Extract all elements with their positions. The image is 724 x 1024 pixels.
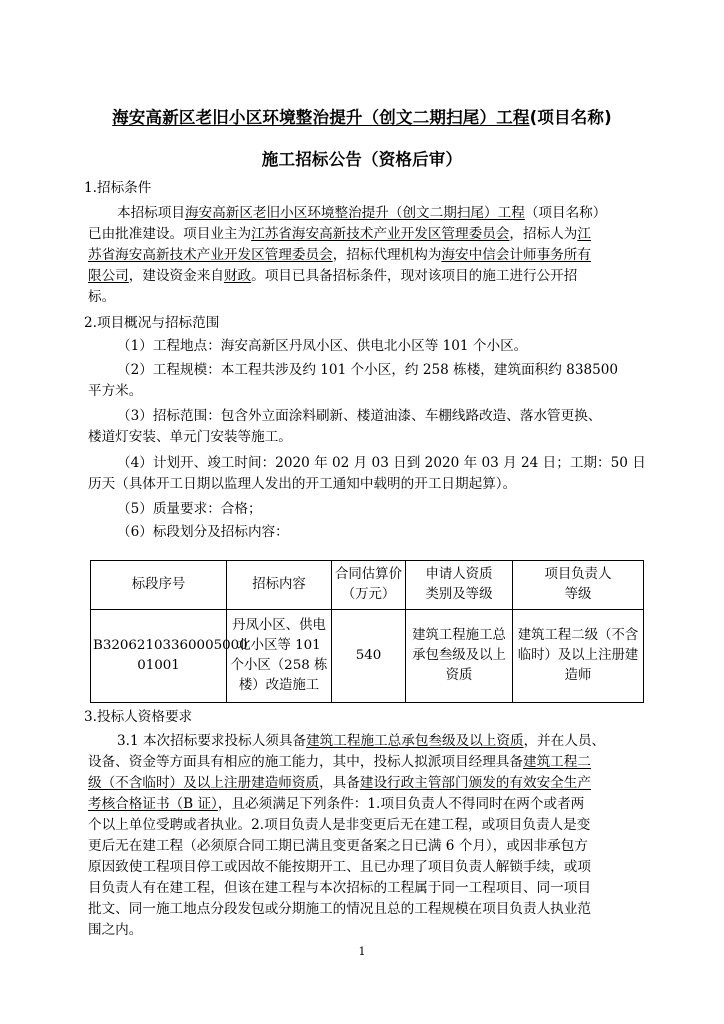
- cell-segment: [91, 610, 248, 703]
- text-run: ，招标代理机构为: [332, 247, 442, 263]
- bid-table: [90, 560, 644, 703]
- cell-content: 丹凤小区、供电北小区等 101 个小区（258 栋楼）改造施工: [227, 610, 332, 703]
- header-project-manager: [513, 561, 644, 610]
- cell-qualification: 建筑工程施工总承包叁级及以上资质: [406, 610, 513, 703]
- header-price: [332, 561, 406, 610]
- text-run: 3.1 本次招标要求投标人须具备: [117, 733, 307, 749]
- section3-line: 围之内。: [88, 922, 143, 938]
- pm-qualification-cont: 级（不含临时）及以上注册建造师资质: [88, 775, 320, 791]
- section2-item: （3）招标范围：包含外立面涂料刷新、楼道油漆、车棚线路改造、落水管更换、: [117, 408, 602, 424]
- section3-line: 目负责人有在建工程，但该在建工程与本次招标的工程属于同一工程项目、同一项目: [88, 880, 591, 896]
- safety-certificate-cont: 考核合格证书（B 证）: [88, 796, 218, 812]
- header-price-line2: （万元）: [341, 587, 396, 602]
- project-name-suffix: (项目名称): [529, 108, 612, 127]
- table-row: [91, 610, 644, 703]
- section1-line: [88, 224, 591, 245]
- cell-price: 540: [332, 610, 406, 703]
- section3-line: [88, 794, 584, 815]
- fund-source: 财政: [223, 268, 252, 284]
- text-run: ，且必须满足下列条件：1.项目负责人不得同时在两个或者两: [217, 796, 585, 812]
- section2-item: （2）工程规模：本工程共涉及约 101 个小区，约 258 栋楼，建筑面积约 838500: [117, 362, 619, 378]
- section1-line: [88, 245, 591, 266]
- document-subtitle: 施工招标公告（资格后审）: [261, 150, 463, 169]
- page-number: 1: [358, 945, 366, 958]
- project-owner: 江苏省海安高新技术产业开发区管理委员会: [251, 226, 510, 242]
- section2-item: （6）标段划分及招标内容：: [117, 524, 289, 540]
- section2-item: （1）工程地点：海安高新区丹凤小区、供电北小区等 101 个小区。: [117, 338, 528, 354]
- header-qual-line2: 类别及等级: [425, 587, 493, 602]
- section3-heading: 3.投标人资格要求: [84, 709, 193, 725]
- section1-line: [117, 203, 606, 224]
- text-run: ，建设资金来自: [128, 268, 224, 284]
- agency: 海安中信会计师事务所有: [441, 247, 591, 263]
- safety-certificate: 建设行政主管部门颁发的有效安全生产: [359, 775, 591, 791]
- text-run: ，招标人为: [509, 226, 578, 242]
- section2-item: （5）质量要求：合格；: [117, 501, 262, 517]
- header-content: 招标内容: [227, 561, 332, 610]
- section1-heading: 1.招标条件: [84, 180, 152, 196]
- document-title: [60, 104, 664, 128]
- header-qual-line1: 申请人资质: [425, 567, 493, 582]
- text-run: ，并在人员、: [523, 733, 606, 749]
- header-price-line1: 合同估算价: [335, 567, 402, 582]
- tenderer: 苏省海安高新技术产业开发区管理委员会: [88, 247, 333, 263]
- project-name-title: 海安高新区老旧小区环境整治提升（创文二期扫尾）工程: [112, 108, 530, 127]
- section1-line: [88, 266, 577, 287]
- text-run: ，具备: [319, 775, 360, 791]
- agency-end: 限公司: [88, 268, 129, 284]
- required-qualification: 建筑工程施工总承包叁级及以上资质: [306, 733, 524, 749]
- section3-line: 个以上单位受聘或者执业。2.项目负责人是非变更后无在建工程，或项目负责人是变: [88, 817, 591, 833]
- cell-project-manager: 建筑工程二级（不含临时）及以上注册建造师: [513, 610, 644, 703]
- section1-line: 标。: [88, 289, 116, 305]
- section3-line: [88, 752, 591, 773]
- pm-qualification: 建筑工程二: [523, 754, 591, 770]
- section2-item: 平方米。: [88, 383, 143, 399]
- header-qualification: [406, 561, 513, 610]
- section3-line: 批文、同一施工地点分段发包或分期施工的情况且总的工程规模在项目负责人执业范: [88, 901, 591, 917]
- section3-line: 更后无在建工程（必须原合同工期已满且变更备案之日已满 6 个月），或因非承包方: [88, 838, 588, 854]
- section2-heading: 2.项目概况与招标范围: [84, 315, 220, 331]
- header-pm-line2: 等级: [564, 587, 592, 602]
- section2-item: （4）计划开、竣工时间：2020 年 02 月 03 日到 2020 年 03 月 24 日；工期：50 日: [117, 455, 646, 471]
- project-name-link: 海安高新区老旧小区环境整治提升（创文二期扫尾）工程: [184, 205, 525, 221]
- header-pm-line1: 项目负责人: [544, 567, 612, 582]
- tenderer-start: 江: [577, 226, 591, 242]
- section3-line: [88, 773, 591, 794]
- text-run: （项目名称）: [524, 205, 607, 221]
- segment-line1: B32062103360005000: [93, 638, 248, 653]
- text-run: 本招标项目: [117, 205, 185, 221]
- text-run: 已由批准建设。项目业主为: [88, 226, 252, 242]
- text-run: 设备、资金等方面具有相应的施工能力，其中，投标人拟派项目经理具备: [88, 754, 523, 770]
- header-segment: 标段序号: [91, 561, 227, 610]
- table-header-row: [91, 561, 644, 610]
- section3-line: 原因致使工程项目停工或因故不能按期开工、且已办理了项目负责人解锁手续，或项: [88, 859, 591, 875]
- text-run: 。项目已具备招标条件，现对该项目的施工进行公开招: [251, 268, 578, 284]
- section3-line: [117, 731, 605, 752]
- section2-item: 历天（具体开工日期以监理人发出的开工通知中载明的开工日期起算）。: [88, 476, 517, 492]
- section2-item: 楼道灯安装、单元门安装等施工。: [88, 429, 292, 445]
- segment-line2: 01001: [137, 658, 180, 673]
